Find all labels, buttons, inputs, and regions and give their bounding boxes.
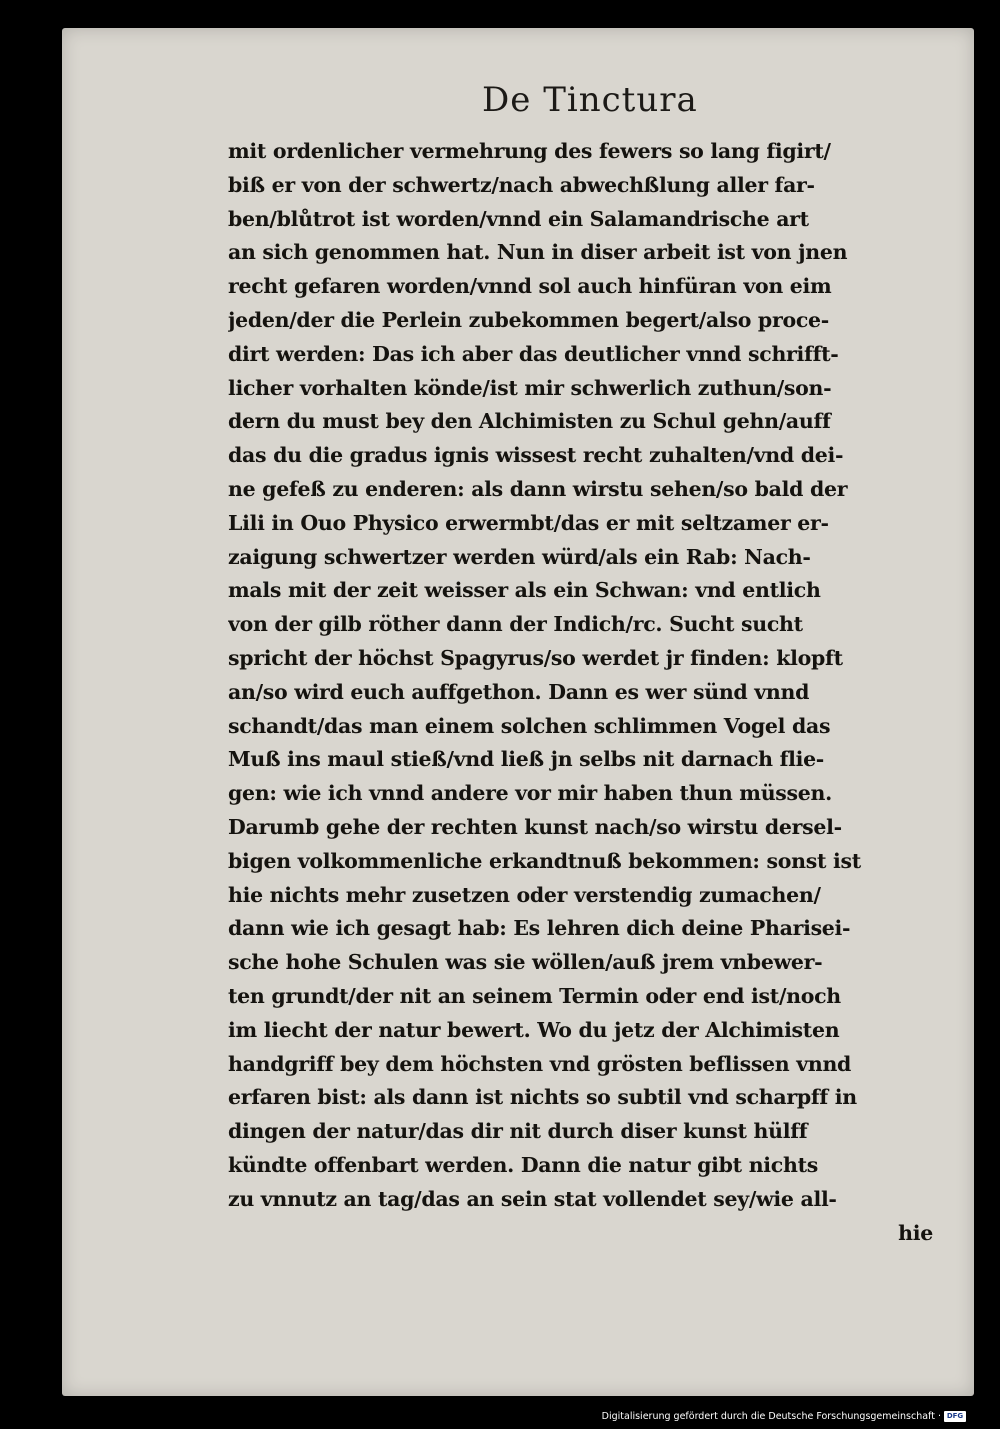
text-line: dingen der natur/das dir nit durch diser kunst hülff — [228, 1119, 808, 1144]
text-line: kündte offenbart werden. Dann die natur gibt nichts — [228, 1152, 818, 1177]
text-line: dann wie ich gesagt hab: Es lehren dich deine Pharisei- — [228, 916, 851, 941]
running-head: De Tinctura — [482, 80, 698, 120]
footer-credit: Digitalisierung gefördert durch die Deutsche Forschungsgemeinschaft · — [601, 1411, 941, 1422]
text-line: ten grundt/der nit an seinem Termin oder end ist/noch — [228, 983, 841, 1008]
book-page — [62, 28, 974, 1396]
text-line: Lili in Ouo Physico erwermbt/das er mit seltzamer er- — [228, 510, 829, 535]
text-line: spricht der höchst Spagyrus/so werdet jr finden: klopft — [228, 645, 843, 670]
text-line: schandt/das man einem solchen schlimmen Vogel das — [228, 713, 831, 738]
text-line: dern du must bey den Alchimisten zu Schul gehn/auff — [228, 409, 831, 434]
text-line: hie nichts mehr zusetzen oder verstendig zumachen/ — [228, 882, 821, 907]
text-line: dirt werden: Das ich aber das deutlicher vnnd schrifft- — [228, 341, 839, 366]
text-line: mit ordenlicher vermehrung des fewers so lang figirt/ — [228, 139, 831, 163]
text-line: ben/blůtrot ist worden/vnnd ein Salamandrische art — [228, 206, 809, 231]
text-line: Muß ins maul stieß/vnd ließ jn selbs nit darnach flie- — [228, 747, 825, 772]
text-line: Darumb gehe der rechten kunst nach/so wirstu dersel- — [228, 814, 842, 839]
text-line: licher vorhalten könde/ist mir schwerlich zuthun/son- — [228, 375, 832, 400]
text-line: mals mit der zeit weisser als ein Schwan: vnd entlich — [228, 578, 821, 603]
text-line: handgriff bey dem höchsten vnd grösten beflissen vnnd — [228, 1051, 852, 1076]
text-line: sche hohe Schulen was sie wöllen/auß jrem vnbewer- — [228, 950, 823, 975]
text-line: im liecht der natur bewert. Wo du jetz der Alchimisten — [228, 1017, 840, 1042]
text-line: an/so wird euch auffgethon. Dann es wer sünd vnnd — [228, 679, 810, 704]
text-line: von der gilb röther dann der Indich/rc. Sucht sucht — [228, 612, 803, 637]
text-line: erfaren bist: als dann ist nichts so subtil vnd scharpff in — [228, 1085, 857, 1110]
text-line: recht gefaren worden/vnnd sol auch hinfüran von eim — [228, 274, 832, 299]
catchword: hie — [898, 1220, 933, 1245]
text-line: jeden/der die Perlein zubekommen begert/also proce- — [228, 307, 829, 332]
text-line: an sich genommen hat. Nun in diser arbeit ist von jnen — [228, 240, 848, 265]
text-line: das du die gradus ignis wissest recht zuhalten/vnd dei- — [228, 443, 844, 468]
text-line: gen: wie ich vnnd andere vor mir haben thun müssen. — [228, 781, 832, 806]
text-block — [228, 135, 933, 1250]
text-line: ne gefeß zu enderen: als dann wirstu sehen/so bald der — [228, 476, 848, 501]
text-line: bigen volkommenliche erkandtnuß bekommen: sonst ist — [228, 848, 861, 873]
text-line: zaigung schwertzer werden würd/als ein Rab: Nach- — [228, 544, 811, 569]
dfg-logo-icon: DFG — [944, 1411, 966, 1422]
footer — [602, 1411, 966, 1422]
text-line: zu vnnutz an tag/das an sein stat vollendet sey/wie all- — [228, 1186, 837, 1211]
text-line: biß er von der schwertz/nach abwechßlung aller far- — [228, 172, 815, 197]
